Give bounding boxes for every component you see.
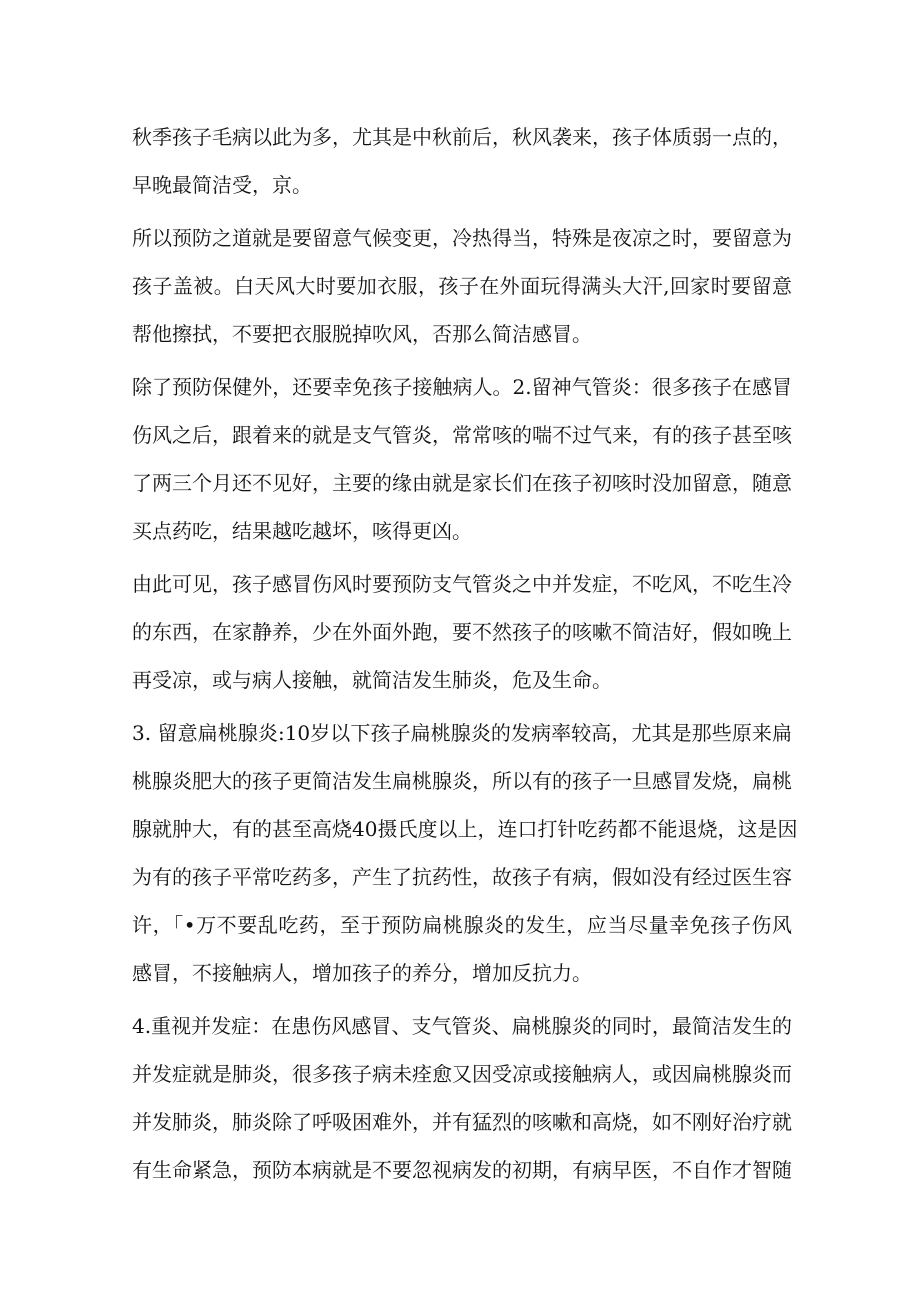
- text-line: 孩子盖被。白天风大时要加衣服，孩子在外面玩得满头大汗,回家时要留意: [132, 274, 792, 298]
- text-line: 了两三个月还不见好，主要的缘由就是家长们在孩子初咳时没加留意，随意: [132, 471, 792, 495]
- text-line: 并发症就是肺炎，很多孩子病未痊愈又因受凉或接触病人，或因扁桃腺炎而: [132, 1062, 792, 1086]
- paragraph-autumn-illness: [132, 113, 792, 209]
- paragraph-tonsillitis: [132, 709, 798, 997]
- text-line: 所以预防之道就是要留意气候变更，冷热得当，特殊是夜凉之时，要留意为: [132, 226, 792, 250]
- text-line: 由此可见，孩子感冒伤风时要预防支气管炎之中并发症，不吃风，不吃生冷: [132, 572, 792, 596]
- text-line: 3. 留意扁桃腺炎:10岁以下孩子扁桃腺炎的发病率较高，尤其是那些原来扁: [132, 721, 792, 745]
- text-line: 的东西，在家静养，少在外面外跑，要不然孩子的咳嗽不简洁好，假如晚上: [132, 620, 792, 644]
- text-line: 秋季孩子毛病以此为多，尤其是中秋前后，秋风袭来，孩子体质弱一点的，: [132, 125, 792, 149]
- text-line: 许，「•万不要乱吃药，至于预防扁桃腺炎的发生，应当尽量幸免孩子伤风: [132, 913, 792, 937]
- paragraph-complications-warning: [132, 560, 792, 704]
- text-line: 为有的孩子平常吃药多，产生了抗药性，故孩子有病，假如没有经过医生容: [132, 865, 792, 889]
- text-line: 帮他擦拭，不要把衣服脱掉吹风，否那么简洁感冒。: [132, 322, 592, 346]
- text-line: 买点药吃，结果越吃越坏，咳得更凶。: [132, 519, 472, 543]
- paragraph-prevention: [132, 214, 792, 358]
- paragraph-bronchitis: [132, 363, 792, 555]
- text-line: 4.重视并发症：在患伤风感冒、支气管炎、扁桃腺炎的同时，最简洁发生的: [132, 1014, 792, 1038]
- text-line: 再受凉，或与病人接触，就简洁发生肺炎，危及生命。: [132, 668, 612, 692]
- text-line: 除了预防保健外，还要幸免孩子接触病人。2.留神气管炎：很多孩子在感冒: [132, 375, 792, 399]
- text-line: 感冒，不接触病人，增加孩子的养分，增加反抗力。: [132, 961, 592, 985]
- text-line: 并发肺炎，肺炎除了呼吸困难外，并有猛烈的咳嗽和高烧，如不刚好治疗就: [132, 1110, 792, 1134]
- text-line: 有生命紧急，预防本病就是不要忽视病发的初期，有病早医，不自作才智随: [132, 1158, 792, 1182]
- text-line: 桃腺炎肥大的孩子更简洁发生扁桃腺炎，所以有的孩子一旦感冒发烧，扁桃: [132, 769, 792, 793]
- document-body: [132, 113, 798, 1199]
- paragraph-pneumonia: [132, 1002, 792, 1194]
- text-line: 腺就肿大，有的甚至高烧40摄氏度以上，连口打针吃药都不能退烧，这是因: [132, 817, 798, 841]
- text-line: 伤风之后，跟着来的就是支气管炎，常常咳的喘不过气来，有的孩子甚至咳: [132, 423, 792, 447]
- text-line: 早晚最简洁受，京。: [132, 173, 312, 197]
